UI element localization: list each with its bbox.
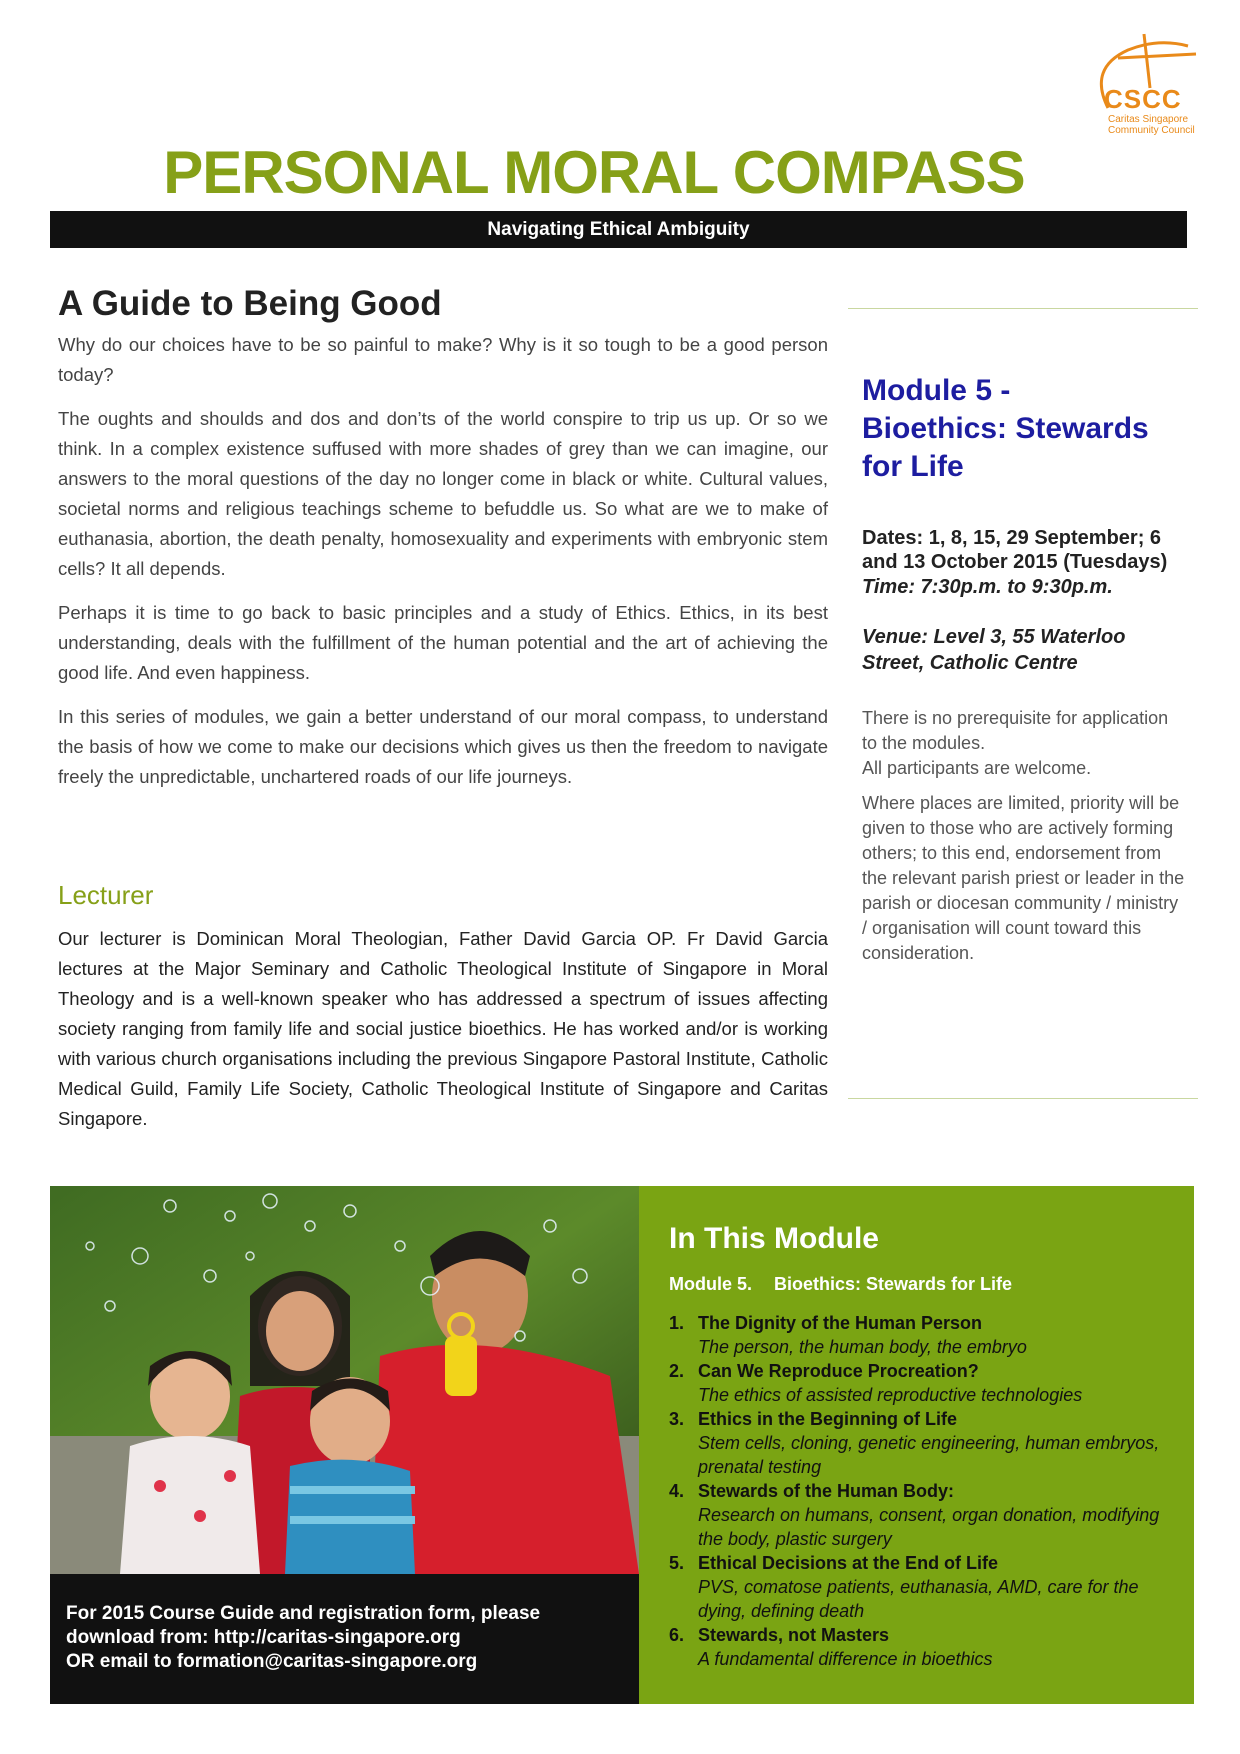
module-title: Module 5 - Bioethics: Stewards for Life — [862, 374, 1149, 483]
priority-text: Where places are limited, priority will be given to those who are actively forming others; to this end, endorsement from the relevant parish priest or leader in the parish or diocesan community / ministry / organisation will count toward this consideration. — [862, 793, 1185, 963]
contact-box — [50, 1574, 639, 1704]
topic-item: 4. Stewards of the Human Body: Research on humans, consent, organ donation, modifying the body, plastic surgery — [669, 1481, 1160, 1549]
topic-item: 1. The Dignity of the Human Person The person, the human body, the embryo — [669, 1313, 1027, 1357]
prerequisite-text: There is no prerequisite for application to the modules. — [862, 708, 1169, 753]
module-box — [639, 1186, 1194, 1704]
contact-line: For 2015 Course Guide and registration form, please — [66, 1603, 541, 1624]
guide-paragraph: In this series of modules, we gain a better understand of our moral compass, to understand the basis of how we come to make our decisions which gives us then the freedom to navigate freely the unpredictable, unchartered roads of our life journeys. — [58, 706, 828, 787]
guide-heading: A Guide to Being Good — [58, 284, 442, 323]
module-venue: Venue: Level 3, 55 Waterloo Street, Catholic Centre — [862, 626, 1126, 674]
module-box-heading: In This Module — [669, 1222, 879, 1255]
topic-item: 2. Can We Reproduce Procreation? The ethics of assisted reproductive technologies — [669, 1361, 1083, 1405]
page-title: PERSONAL MORAL COMPASS — [163, 139, 1025, 206]
logo-subtitle: Caritas Singapore Community Council — [1108, 114, 1195, 136]
sidebar-bottom-rule — [848, 1098, 1198, 1099]
module-box-subheading: Module 5. Bioethics: Stewards for Life — [669, 1274, 1013, 1294]
sidebar-top-rule — [848, 308, 1198, 309]
guide-body — [58, 330, 828, 806]
email-link[interactable]: OR email to formation@caritas-singapore.org — [66, 1651, 478, 1672]
welcome-text: All participants are welcome. — [862, 758, 1092, 778]
download-link[interactable]: download from: http://caritas-singapore.org — [66, 1627, 461, 1648]
module-dates: Dates: 1, 8, 15, 29 September; 6 and 13 October 2015 (Tuesdays) — [862, 527, 1168, 573]
topic-list — [669, 1311, 1174, 1671]
lecturer-text: Our lecturer is Dominican Moral Theologian, Father David Garcia OP. Fr David Garcia lectures at the Major Seminary and Catholic Theological Institute of Singapore in Moral Theology and is a well-known speaker who has addressed a spectrum of issues affecting society ranging from family life and social justice bioethics. He has worked and/or is working with various church organisations including the previous Singapore Pastoral Institute, Catholic Medical Guild, Family Life Society, Catholic Theological Institute of Singapore and Caritas Singapore. — [58, 928, 828, 1129]
topic-item: 3. Ethics in the Beginning of Life Stem cells, cloning, genetic engineering, human embryos, prenatal testing — [669, 1409, 1160, 1477]
guide-paragraph: Perhaps it is time to go back to basic principles and a study of Ethics. Ethics, in its best understanding, deals with the fulfillment of the human potential and the art of achieving the good life. And even happiness. — [58, 602, 828, 683]
topic-item: 6. Stewards, not Masters A fundamental difference in bioethics — [669, 1625, 993, 1669]
module-time: Time: 7:30p.m. to 9:30p.m. — [862, 576, 1113, 598]
family-bubbles-photo — [50, 1186, 639, 1574]
topic-item: 5. Ethical Decisions at the End of Life PVS, comatose patients, euthanasia, AMD, care for the dying, defining death — [669, 1553, 1139, 1621]
lecturer-heading: Lecturer — [58, 880, 154, 910]
guide-paragraph: Why do our choices have to be so painful to make? Why is it so tough to be a good person today? — [58, 334, 828, 385]
logo-name: CSCC — [1104, 84, 1182, 114]
sidebar — [862, 372, 1187, 976]
guide-paragraph: The oughts and shoulds and dos and don’ts of the world conspire to trip us up. Or so we think. In a complex existence suffused with more shades of grey than we can imagine, our answers to the moral questions of the day no longer come in black or white. Cultural values, societal norms and religious teachings scheme to befuddle us. So what are we to make of euthanasia, abortion, the death penalty, homosexuality and experiments with embryonic stem cells? It all depends. — [58, 408, 828, 579]
subtitle-bar: Navigating Ethical Ambiguity — [50, 211, 1187, 248]
